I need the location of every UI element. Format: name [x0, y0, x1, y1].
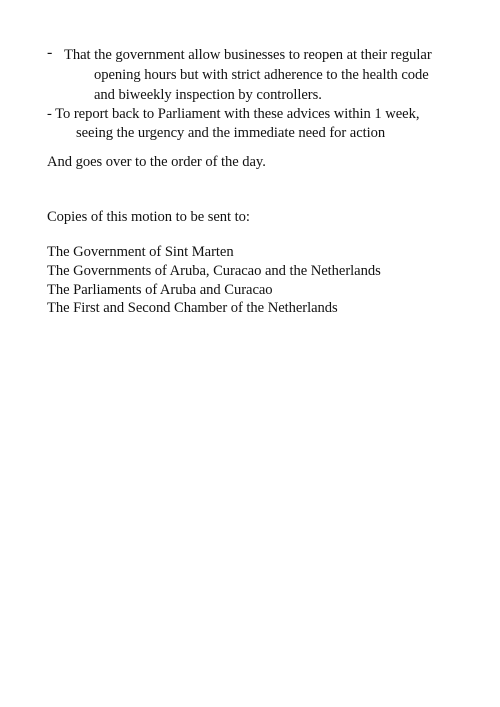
closing-statement: And goes over to the order of the day.: [47, 154, 266, 170]
copies-heading: Copies of this motion to be sent to:: [47, 209, 250, 225]
recipient-item: The Governments of Aruba, Curacao and the Netherlands: [47, 263, 381, 279]
recipient-item: The Parliaments of Aruba and Curacao: [47, 282, 273, 298]
bullet-1-line-3: and biweekly inspection by controllers.: [94, 87, 322, 103]
bullet-marker: -: [47, 44, 53, 61]
bullet-1-line-1: That the government allow businesses to reopen at their regular: [64, 47, 432, 63]
bullet-2-line-1: - To report back to Parliament with these advices within 1 week,: [47, 106, 420, 122]
recipient-item: The First and Second Chamber of the Netherlands: [47, 300, 338, 316]
bullet-1-line-2: opening hours but with strict adherence to the health code: [94, 67, 429, 83]
recipient-item: The Government of Sint Marten: [47, 244, 234, 260]
bullet-2-line-2: seeing the urgency and the immediate need for action: [76, 125, 386, 141]
